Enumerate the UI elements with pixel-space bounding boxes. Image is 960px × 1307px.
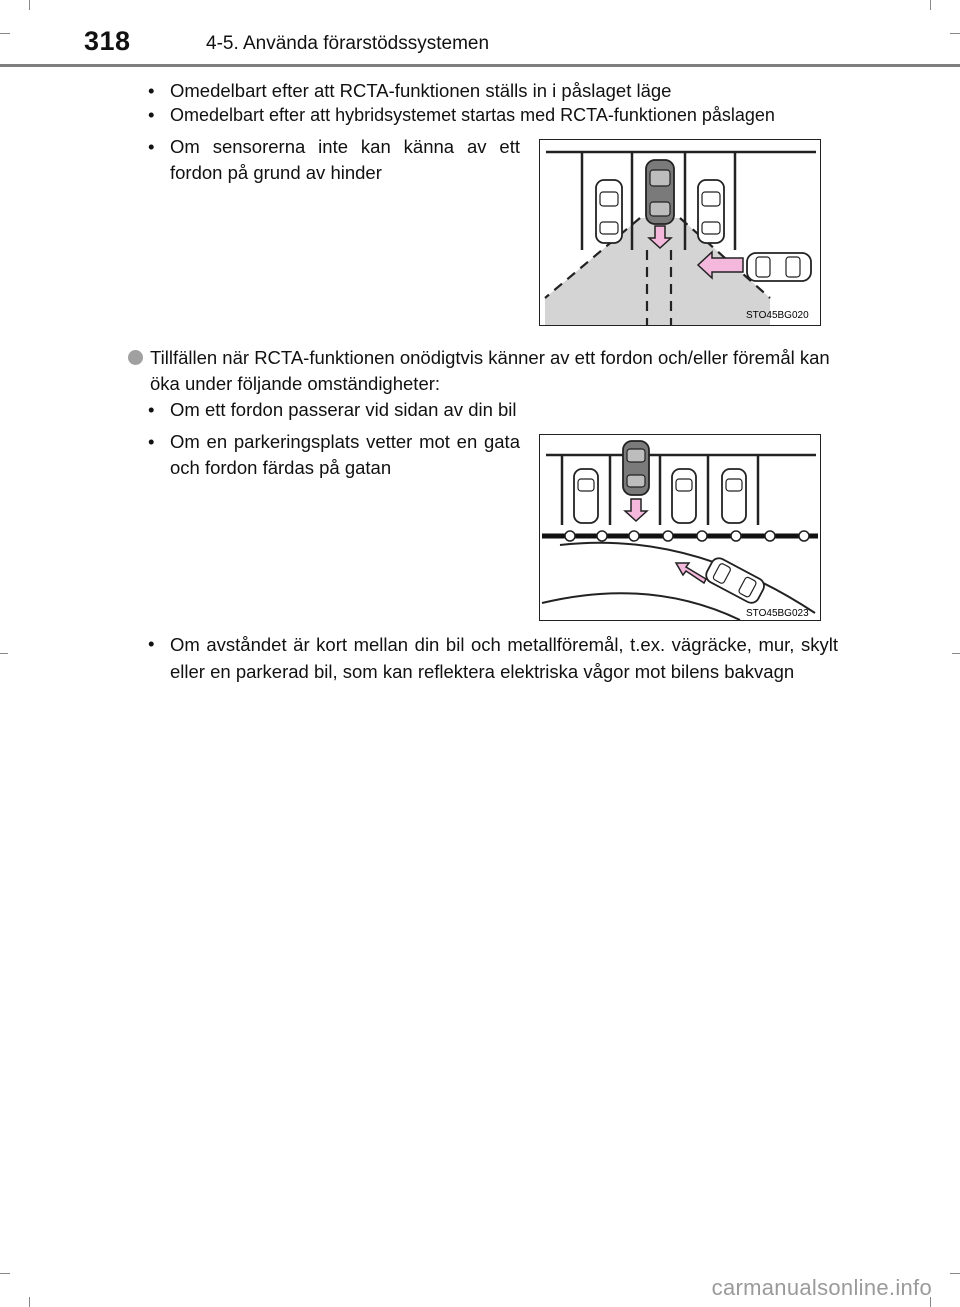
bullet-dot: • (148, 104, 155, 125)
crop-mark (952, 653, 960, 654)
page-number: 318 (84, 26, 131, 56)
street-curve-upper (560, 543, 815, 613)
parked-car-right (698, 180, 724, 243)
header-rule (0, 64, 960, 67)
street-curve-lower (542, 593, 740, 620)
parking-diagram-2 (540, 435, 820, 620)
section-title: 4-5. Använda förarstödssystemen (206, 33, 490, 54)
approaching-car (747, 253, 811, 281)
crop-mark (29, 1297, 30, 1307)
bullet-text: Om ett fordon passerar vid sidan av din bil (170, 399, 517, 420)
page-header (0, 0, 960, 70)
bullet-text: Om sensorerna inte kan känna av ett fordon på grund av hinder (170, 136, 520, 183)
figure-parking-obstructed (539, 139, 821, 326)
figure-code: STO45BG020 (746, 310, 809, 321)
own-car (623, 441, 649, 495)
passing-car (703, 555, 766, 605)
section2-heading-text: Tillfällen när RCTA-funktionen onödigtvis känner av ett fordon och/eller föremål kan öka under följande omständigheter: (150, 347, 830, 394)
watermark: carmanualsonline.info (711, 1275, 932, 1300)
reverse-arrow-icon (625, 499, 647, 521)
cross-traffic-arrow-icon (676, 563, 706, 583)
bullet-text: Omedelbart efter att hybridsystemet startas med RCTA-funktionen påslagen (170, 105, 775, 125)
bullet-text: Om en parkeringsplats vetter mot en gata och fordon färdas på gatan (170, 431, 520, 478)
parked-car (574, 469, 598, 523)
bullet-dot: • (148, 136, 155, 157)
bullet-dot: • (148, 399, 155, 420)
bullet-dot: • (148, 431, 155, 452)
crop-mark (0, 1273, 10, 1274)
bullet-text: Om avståndet är kort mellan din bil och metallföremål, t.ex. vägräcke, mur, skylt eller en parkerad bil, som kan reflektera elektriska vågor mot bilens bakvagn (170, 634, 838, 682)
bullet-dot: • (148, 633, 155, 654)
bullet-text: Omedelbart efter att RCTA-funktionen ställs in i påslaget läge (170, 80, 672, 101)
parked-car (722, 469, 746, 523)
parking-diagram-1 (540, 140, 820, 325)
own-car (646, 160, 674, 224)
crop-mark (0, 653, 8, 654)
parked-car (672, 469, 696, 523)
figure-parking-facing-street (539, 434, 821, 621)
bullet-dot: • (148, 80, 155, 101)
parked-car-left (596, 180, 622, 243)
crop-mark (950, 1273, 960, 1274)
bullet-disc-icon (128, 350, 143, 365)
figure-code: STO45BG023 (746, 608, 809, 619)
